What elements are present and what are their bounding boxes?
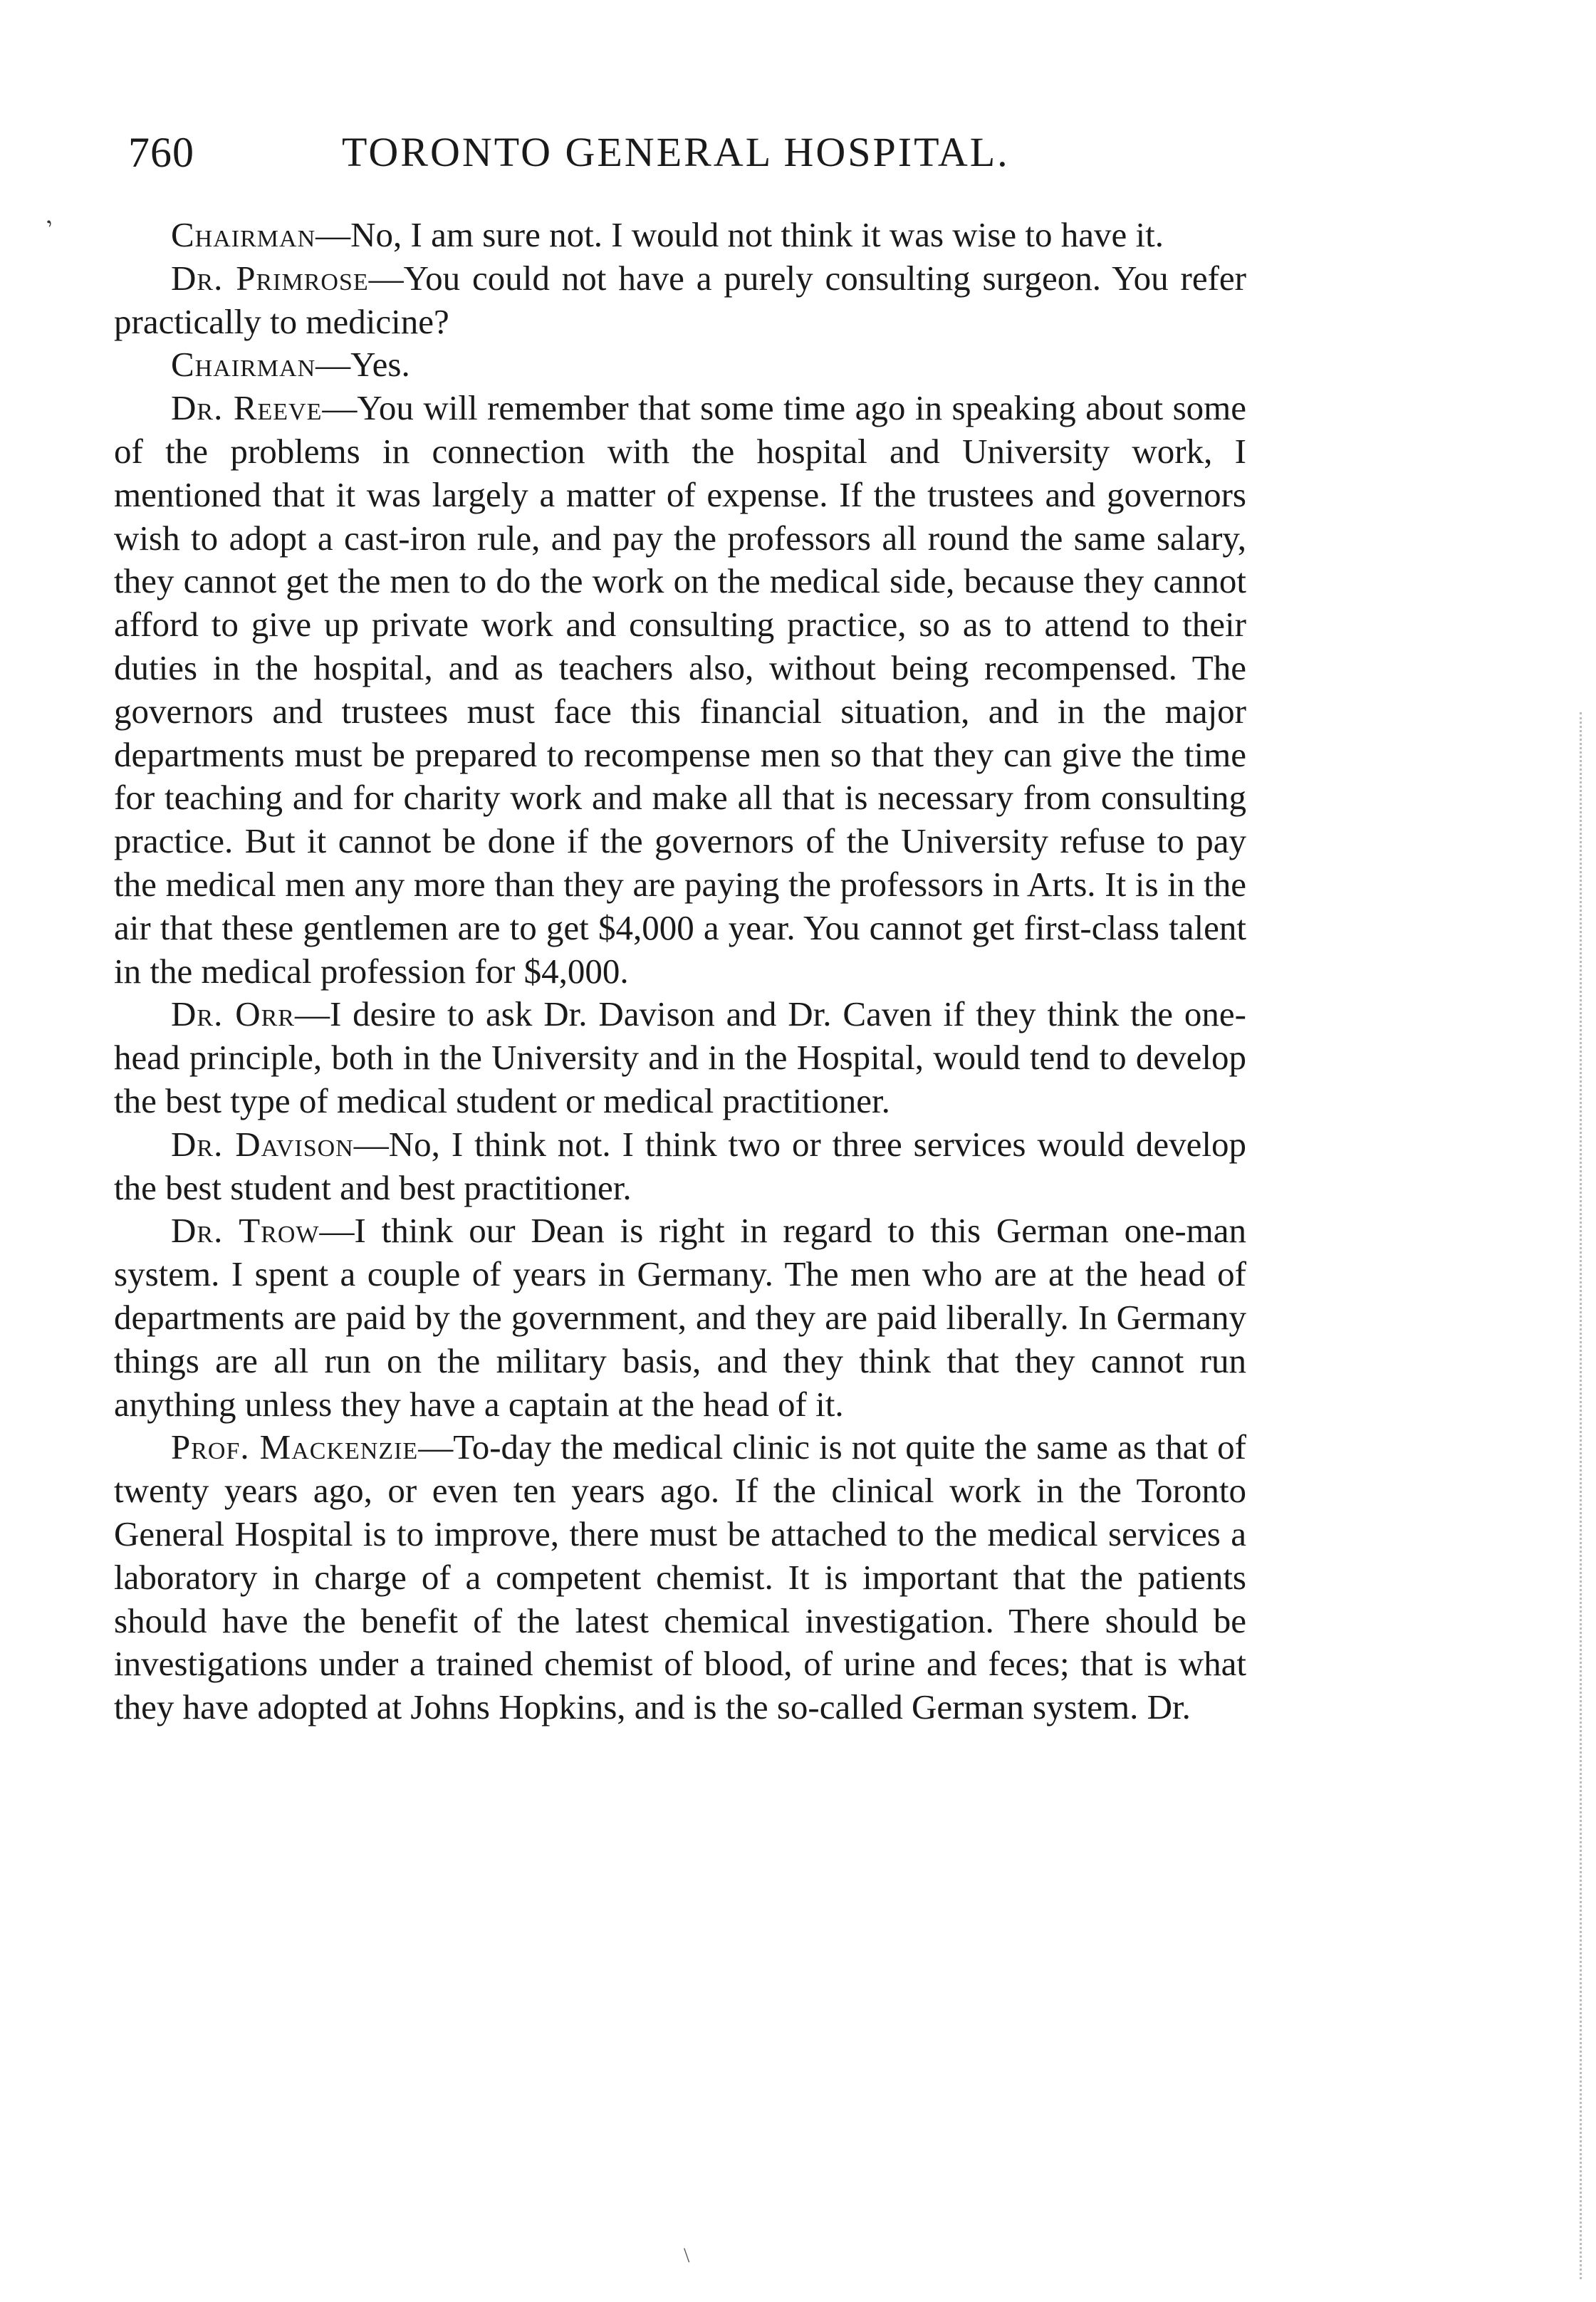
speech-text: —Yes. bbox=[315, 345, 410, 385]
speech-text: —You will remember that some time ago in speaking about some of the problems in connection with the hospital and University work, I mentioned that it was largely a matter of expense. If the trustees and governors wish to adopt a cast-iron rule, and pay the professors all round the same salary, they cannot get the men to do the work on the medical side, because they cannot afford to give up private work and consulting practice, so as to attend to their duties in the hospital, and as teachers also, without being recompensed. The governors and trustees must face this financial situation, and in the major departments must be prepared to recompense men so that they can give the time for teaching and for charity work and make all that is necessary from consulting practice. But it cannot be done if the governors of the University refuse to pay the medical men any more than they are paying the professors in Arts. It is in the air that these gentlemen are to get $4,000 a year. You cannot get first-class talent in the medical profession for $4,000. bbox=[114, 388, 1246, 991]
page-header bbox=[107, 128, 1246, 192]
paragraph bbox=[114, 993, 1246, 1123]
paragraph bbox=[114, 1209, 1246, 1426]
speaker-name: Dr. Primrose bbox=[171, 258, 369, 298]
paragraph bbox=[114, 343, 1246, 387]
speaker-name: Prof. Mackenzie bbox=[171, 1427, 419, 1467]
margin-dotted-line bbox=[1558, 712, 1582, 2279]
speech-text: —No, I am sure not. I would not think it was wise to have it. bbox=[315, 215, 1164, 254]
paragraph bbox=[114, 387, 1246, 993]
speaker-name: Dr. Davison bbox=[171, 1124, 354, 1164]
stray-footer-mark: \ bbox=[684, 2244, 690, 2267]
speaker-name: Chairman bbox=[171, 215, 316, 254]
speaker-name: Dr. Reeve bbox=[171, 388, 323, 428]
speech-text: —You could not have a purely consulting surgeon. You refer practically to medicine? bbox=[114, 258, 1246, 341]
paragraph bbox=[114, 1426, 1246, 1729]
stray-ink-mark: , bbox=[36, 203, 55, 229]
paragraph bbox=[114, 214, 1246, 257]
page-number: 760 bbox=[128, 129, 194, 176]
speech-text: —I desire to ask Dr. Davison and Dr. Caven if they think the one-head principle, both in the University and in the Hospital, would tend to develop the best type of medical student or medical practitioner. bbox=[114, 994, 1246, 1120]
running-title: TORONTO GENERAL HOSPITAL. bbox=[342, 129, 1010, 175]
body-text bbox=[114, 214, 1246, 1729]
paragraph bbox=[114, 257, 1246, 344]
speaker-name: Chairman bbox=[171, 345, 316, 385]
speech-text: —I think our Dean is right in regard to this German one-man system. I spent a couple of years in Germany. The men who are at the head of departments are paid by the government, and they are paid liberally. In Germany things are all run on the military basis, and they think that they cannot run anything unless they have a captain at the head of it. bbox=[114, 1211, 1246, 1424]
paragraph bbox=[114, 1123, 1246, 1210]
speech-text: —No, I think not. I think two or three services would develop the best student and best practitioner. bbox=[114, 1124, 1247, 1207]
speech-text: —To-day the medical clinic is not quite the same as that of twenty years ago, or even ten years ago. If the clinical work in the Toronto General Hospital is to improve, there must be attached to the medical services a laboratory in charge of a competent chemist. It is important that the patients should have the benefit of the latest chemical investigation. There should be investigations under a trained chemist of blood, of urine and feces; that is what they have adopted at Johns Hopkins, and is the so-called German system. Dr. bbox=[114, 1427, 1246, 1727]
speaker-name: Dr. Orr bbox=[171, 994, 295, 1034]
speaker-name: Dr. Trow bbox=[171, 1211, 320, 1251]
